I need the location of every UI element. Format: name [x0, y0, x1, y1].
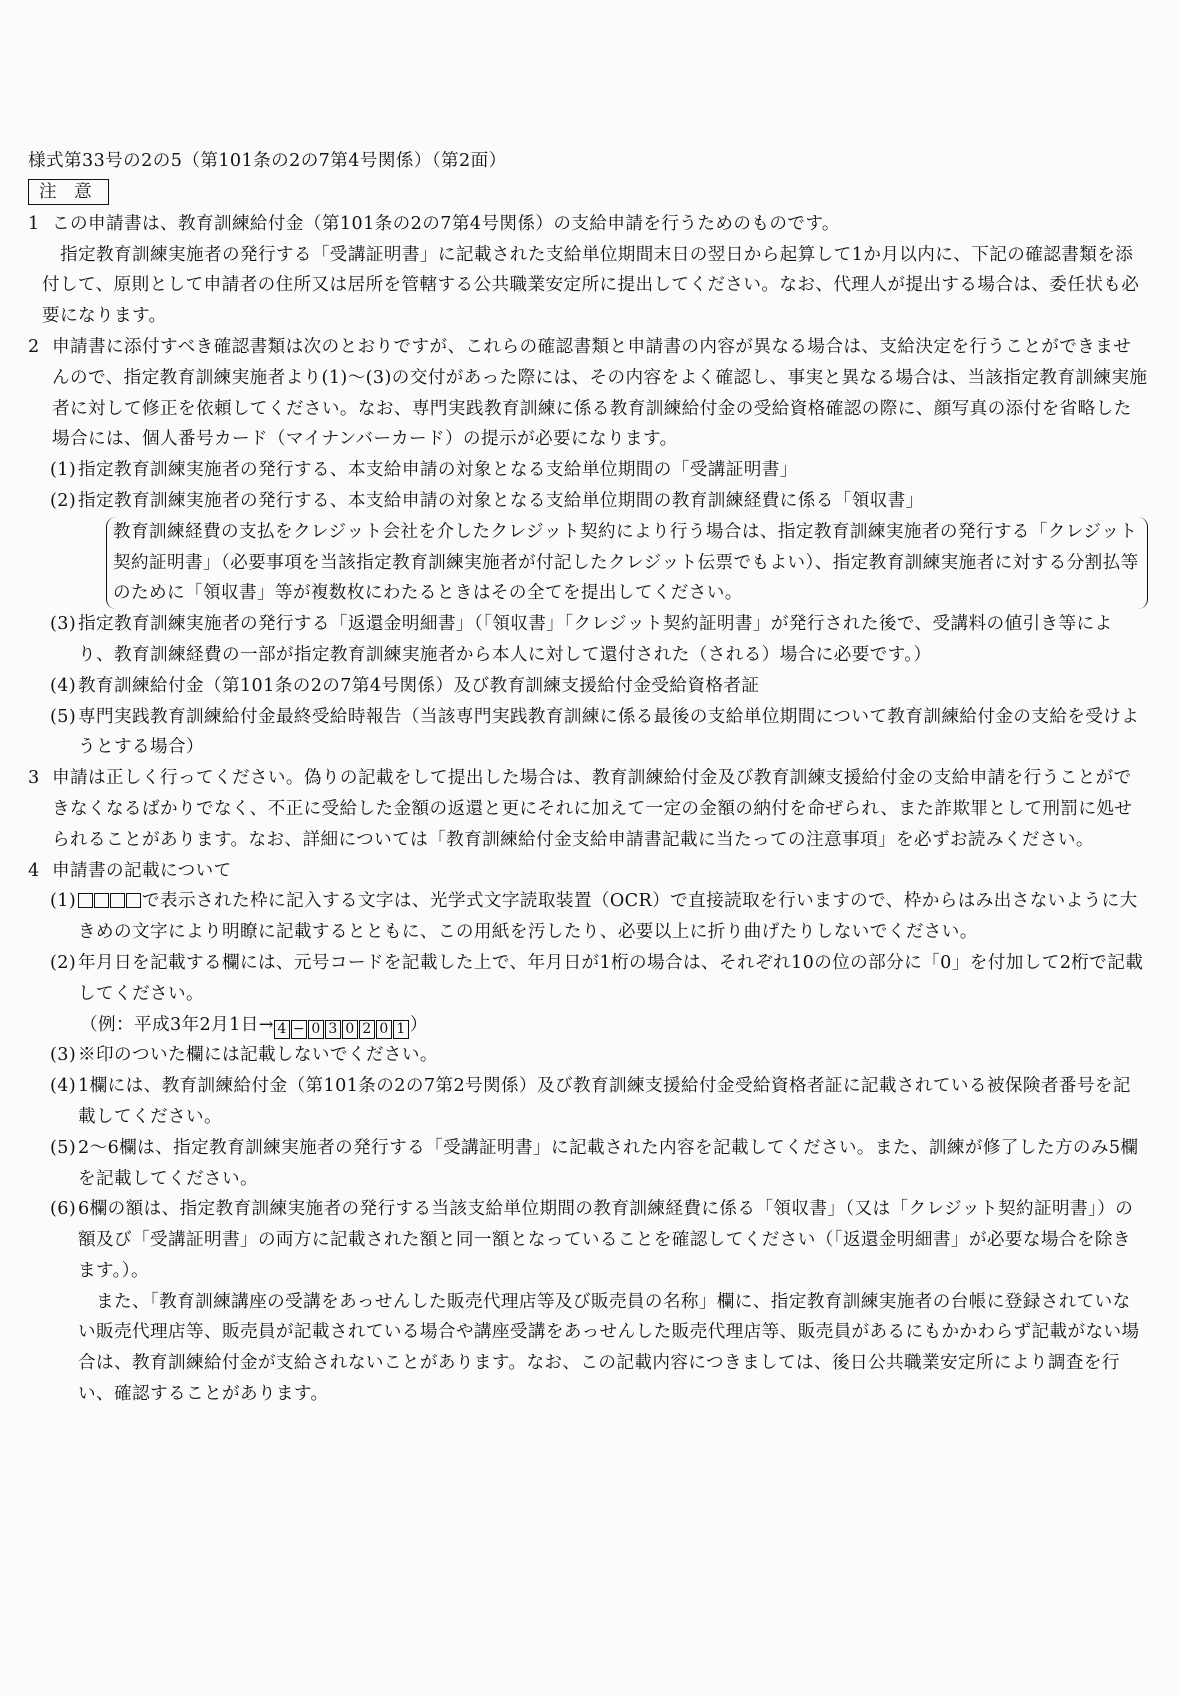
ocr-char: − — [291, 1020, 307, 1039]
list-item — [50, 1194, 1148, 1286]
notice-content — [28, 146, 1148, 1410]
section-3 — [28, 763, 1148, 855]
list-item — [50, 455, 1148, 486]
section-number: 1 — [28, 213, 40, 234]
bracket-note: 教育訓練経費の支払をクレジット会社を介したクレジット契約により行う場合は、指定教育訓練実施者の発行する「クレジット契約証明書」（必要事項を当該指定教育訓練実施者が付記したクレジット伝票でもよい）、指定教育訓練実施者に対する分割払等のために「領収書」等が複数枚にわたるときはその全てを提出してください。 — [106, 517, 1148, 609]
item-text: 教育訓練給付金（第101条の2の7第4号関係）及び教育訓練支援給付金受給資格者証 — [78, 675, 760, 696]
section-number: 3 — [28, 768, 40, 789]
item-text: 指定教育訓練実施者の発行する「返還金明細書」（「領収書」「クレジット契約証明書」が発行された後で、受講料の値引き等により、教育訓練経費の一部が指定教育訓練実施者から本人に対して還付された（される）場合に必要です。） — [78, 614, 1113, 665]
item-number: (3) — [50, 1045, 77, 1066]
ocr-char: 4 — [274, 1020, 290, 1039]
item-number: (6) — [50, 1199, 77, 1220]
list-item — [50, 886, 1148, 948]
ocr-char: 3 — [325, 1020, 341, 1039]
ocr-char: 0 — [376, 1020, 392, 1039]
example-prefix: （例：平成3年2月1日→ — [80, 1014, 274, 1035]
section-2 — [28, 332, 1148, 763]
item-number: (1) — [50, 460, 77, 481]
item-number: (2) — [50, 490, 77, 511]
list-item — [50, 1071, 1148, 1133]
item-text: 指定教育訓練実施者の発行する、本支給申請の対象となる支給単位期間の「受講証明書」 — [78, 460, 798, 481]
section-number: 2 — [28, 336, 40, 357]
item-number: (5) — [50, 706, 77, 727]
date-example — [80, 1010, 1148, 1041]
ocr-char: 0 — [308, 1020, 324, 1039]
ocr-box-sample-icon — [78, 886, 142, 917]
section-lead: 申請書の記載について — [52, 860, 232, 881]
item-text: 専門実践教育訓練給付金最終受給時報告（当該専門実践教育訓練に係る最後の支給単位期間について教育訓練給付金の支給を受けようとする場合） — [78, 706, 1140, 758]
item-number: (3) — [50, 614, 77, 635]
ocr-char: 2 — [359, 1020, 375, 1039]
section-paragraph: また、「教育訓練講座の受講をあっせんした販売代理店等及び販売員の名称」欄に、指定教育訓練実施者の台帳に登録されていない販売代理店等、販売員が記載されている場合や講座受講をあっせんした販売代理店等、販売員があるにもかかわらず記載がない場合は、教育訓練給付金が支給されないことがあります。なお、この記載内容につきましては、後日公共職業安定所により調査を行い、確認することがあります。 — [78, 1291, 1140, 1405]
item-number: (4) — [50, 1076, 77, 1097]
example-ocr-chars — [274, 1010, 410, 1041]
section-4 — [28, 856, 1148, 1410]
list-item — [50, 671, 1148, 702]
item-text: 指定教育訓練実施者の発行する、本支給申請の対象となる支給単位期間の教育訓練経費に係る「領収書」 — [78, 490, 924, 511]
list-item — [50, 1040, 1148, 1071]
item-text: 2～6欄は、指定教育訓練実施者の発行する「受講証明書」に記載された内容を記載してください。また、訓練が修了した方のみ5欄を記載してください。 — [78, 1137, 1139, 1189]
form-title: 様式第33号の2の5（第101条の2の7第4号関係）（第2面） — [28, 151, 507, 171]
notice-label: 注 意 — [28, 179, 109, 205]
item-number: (1) — [50, 891, 77, 912]
ocr-char: 0 — [342, 1020, 358, 1039]
item-text: 年月日を記載する欄には、元号コードを記載した上で、年月日が1桁の場合は、それぞれ10の位の部分に「0」を付加して2桁で記載してください。 — [78, 952, 1144, 1004]
list-item — [50, 1133, 1148, 1195]
list-item — [50, 486, 1148, 517]
example-suffix: ） — [409, 1014, 428, 1035]
list-item — [50, 609, 1148, 671]
section-lead: 申請書に添付すべき確認書類は次のとおりですが、これらの確認書類と申請書の内容が異なる場合は、支給決定を行うことができませんので、指定教育訓練実施者より(1)～(3)の交付があった際には、その内容をよく確認し、事実と異なる場合は、当該指定教育訓練実施者に対して修正を依頼してください。なお、専門実践教育訓練に係る教育訓練給付金の受給資格確認の際に、顔写真の添付を省略した場合には、個人番号カード（マイナンバーカード）の提示が必要になります。 — [52, 336, 1148, 450]
item-text: で表示された枠に記入する文字は、光学式文字読取装置（OCR）で直接読取を行いますので、枠からはみ出さないように大きめの文字により明瞭に記載するとともに、この用紙を汚したり、必要以上に折り曲げたりしないでください。 — [78, 891, 1138, 943]
item-text: 1欄には、教育訓練給付金（第101条の2の7第2号関係）及び教育訓練支援給付金受給資格者証に記載されている被保険者番号を記載してください。 — [78, 1076, 1131, 1127]
item-number: (4) — [50, 675, 77, 696]
list-item — [50, 948, 1148, 1010]
section-paragraph: 指定教育訓練実施者の発行する「受講証明書」に記載された支給単位期間末日の翌日から起算して1か月以内に、下記の確認書類を添付して、原則として申請者の住所又は居所を管轄する公共職業安定所に提出してください。なお、代理人が提出する場合は、委任状も必要になります。 — [42, 244, 1140, 327]
ocr-char: 1 — [393, 1020, 409, 1039]
section-1 — [28, 209, 1148, 332]
section-number: 4 — [28, 860, 40, 881]
section-lead: この申請書は、教育訓練給付金（第101条の2の7第4号関係）の支給申請を行うためのものです。 — [52, 213, 840, 234]
item-number: (2) — [50, 952, 77, 973]
section-lead: 申請は正しく行ってください。偽りの記載をして提出した場合は、教育訓練給付金及び教育訓練支援給付金の支給申請を行うことができなくなるばかりでなく、不正に受給した金額の返還と更にそれに加えて一定の金額の納付を命ぜられ、また詐欺罪として刑罰に処せられることがあります。なお、詳細については「教育訓練給付金支給申請書記載に当たっての注意事項」を必ずお読みください。 — [52, 768, 1133, 850]
list-item — [50, 702, 1148, 764]
item-text: 6欄の額は、指定教育訓練実施者の発行する当該支給単位期間の教育訓練経費に係る「領収書」（又は「クレジット契約証明書」）の額及び「受講証明書」の両方に記載された額と同一額となっていることを確認してください（「返還金明細書」が必要な場合を除きます。）。 — [78, 1199, 1134, 1281]
item-text: ※印のついた欄には記載しないでください。 — [78, 1045, 438, 1066]
item-number: (5) — [50, 1137, 77, 1158]
